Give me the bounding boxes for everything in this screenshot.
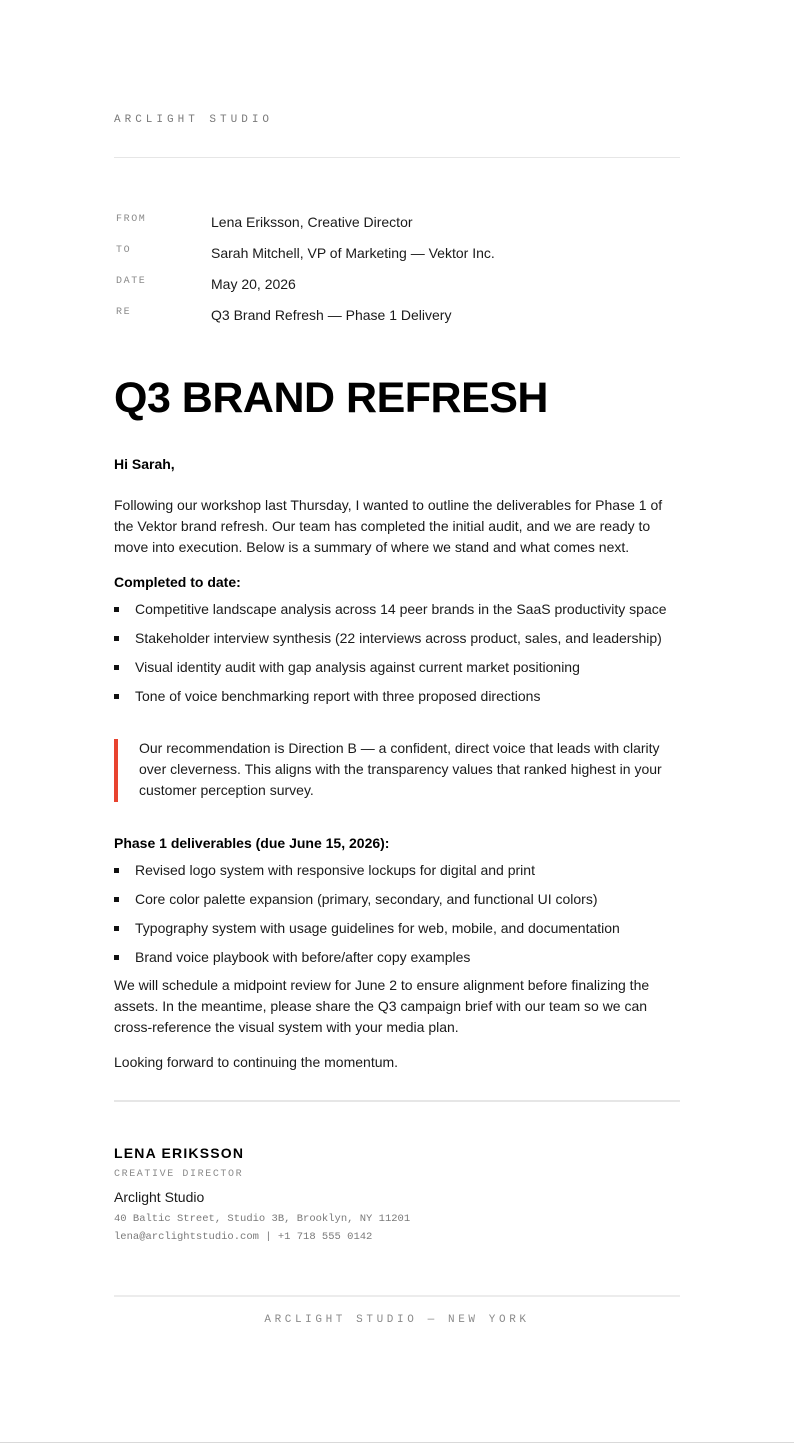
list-item (114, 629, 680, 658)
bullet-icon (114, 665, 119, 670)
signature-address: 40 Baltic Street, Studio 3B, Brooklyn, NY 11201 (114, 1213, 411, 1225)
list-item (114, 600, 680, 629)
list-item (114, 658, 680, 687)
page-edge-divider (0, 1442, 794, 1443)
list-item (114, 919, 680, 948)
meta-row-date (116, 274, 680, 305)
page-title: Q3 BRAND REFRESH (114, 374, 548, 422)
list-item-text: Visual identity audit with gap analysis against current market positioning (135, 659, 580, 675)
list-item-text: Core color palette expansion (primary, secondary, and functional UI colors) (135, 891, 598, 907)
list-item-text: Typography system with usage guidelines for web, mobile, and documentation (135, 920, 620, 936)
list-item-text: Competitive landscape analysis across 14 peer brands in the SaaS productivity space (135, 601, 667, 617)
list-item (114, 861, 680, 890)
bullet-icon (114, 868, 119, 873)
footer-divider (114, 1295, 680, 1297)
meta-label-date: DATE (116, 276, 147, 287)
meta-row-to (116, 243, 680, 274)
meta-label-from: FROM (116, 214, 147, 225)
list-item-text: Tone of voice benchmarking report with three proposed directions (135, 688, 541, 704)
memo-meta (116, 212, 680, 336)
signature-company: Arclight Studio (114, 1189, 205, 1205)
bullet-icon (114, 897, 119, 902)
meta-label-re: RE (116, 307, 132, 318)
bullet-icon (114, 607, 119, 612)
meta-row-from (116, 212, 680, 243)
list-item-text: Revised logo system with responsive lockups for digital and print (135, 862, 535, 878)
signature-role: CREATIVE DIRECTOR (114, 1169, 244, 1180)
recommendation-callout (114, 739, 680, 802)
signature-divider (114, 1100, 680, 1102)
callout-accent-bar (114, 739, 118, 802)
list-item (114, 687, 680, 716)
list-item-text: Brand voice playbook with before/after copy examples (135, 949, 471, 965)
callout-text: Our recommendation is Direction B — a confident, direct voice that leads with clarity over cleverness. This aligns with the transparency values that ranked highest in your customer perception survey. (139, 740, 662, 798)
meta-value-re: Q3 Brand Refresh — Phase 1 Delivery (211, 307, 452, 323)
bullet-icon (114, 694, 119, 699)
bullet-icon (114, 955, 119, 960)
completed-heading: Completed to date: (114, 574, 241, 590)
phase1-list (114, 861, 680, 977)
closing-line: Looking forward to continuing the momentum. (114, 1054, 399, 1070)
list-item (114, 890, 680, 919)
meta-label-to: TO (116, 245, 132, 256)
phase1-heading: Phase 1 deliverables (due June 15, 2026): (114, 835, 390, 851)
meta-value-to: Sarah Mitchell, VP of Marketing — Vektor Inc. (211, 245, 495, 261)
bullet-icon (114, 636, 119, 641)
next-steps-paragraph: We will schedule a midpoint review for June 2 to ensure alignment before finalizing the assets. In the meantime, please share the Q3 campaign brief with our team so we can cross-reference the visual system with your media plan. (114, 977, 650, 1035)
meta-value-date: May 20, 2026 (211, 276, 296, 292)
signature-name: LENA ERIKSSON (114, 1145, 245, 1161)
completed-list (114, 600, 680, 716)
header-divider (114, 157, 680, 158)
footer-text: ARCLIGHT STUDIO — NEW YORK (264, 1314, 530, 1326)
brand-wordmark: ARCLIGHT STUDIO (114, 114, 274, 126)
list-item (114, 948, 680, 977)
intro-paragraph: Following our workshop last Thursday, I wanted to outline the deliverables for Phase 1 of the Vektor brand refresh. Our team has completed the initial audit, and we are ready to move into execution. Below is a summary of where we stand and what comes next. (114, 497, 663, 555)
meta-value-from: Lena Eriksson, Creative Director (211, 214, 413, 230)
bullet-icon (114, 926, 119, 931)
list-item-text: Stakeholder interview synthesis (22 interviews across product, sales, and leadership) (135, 630, 662, 646)
meta-row-re (116, 305, 680, 336)
signature-contact: lena@arclightstudio.com | +1 718 555 0142 (114, 1231, 373, 1243)
greeting: Hi Sarah, (114, 456, 175, 472)
